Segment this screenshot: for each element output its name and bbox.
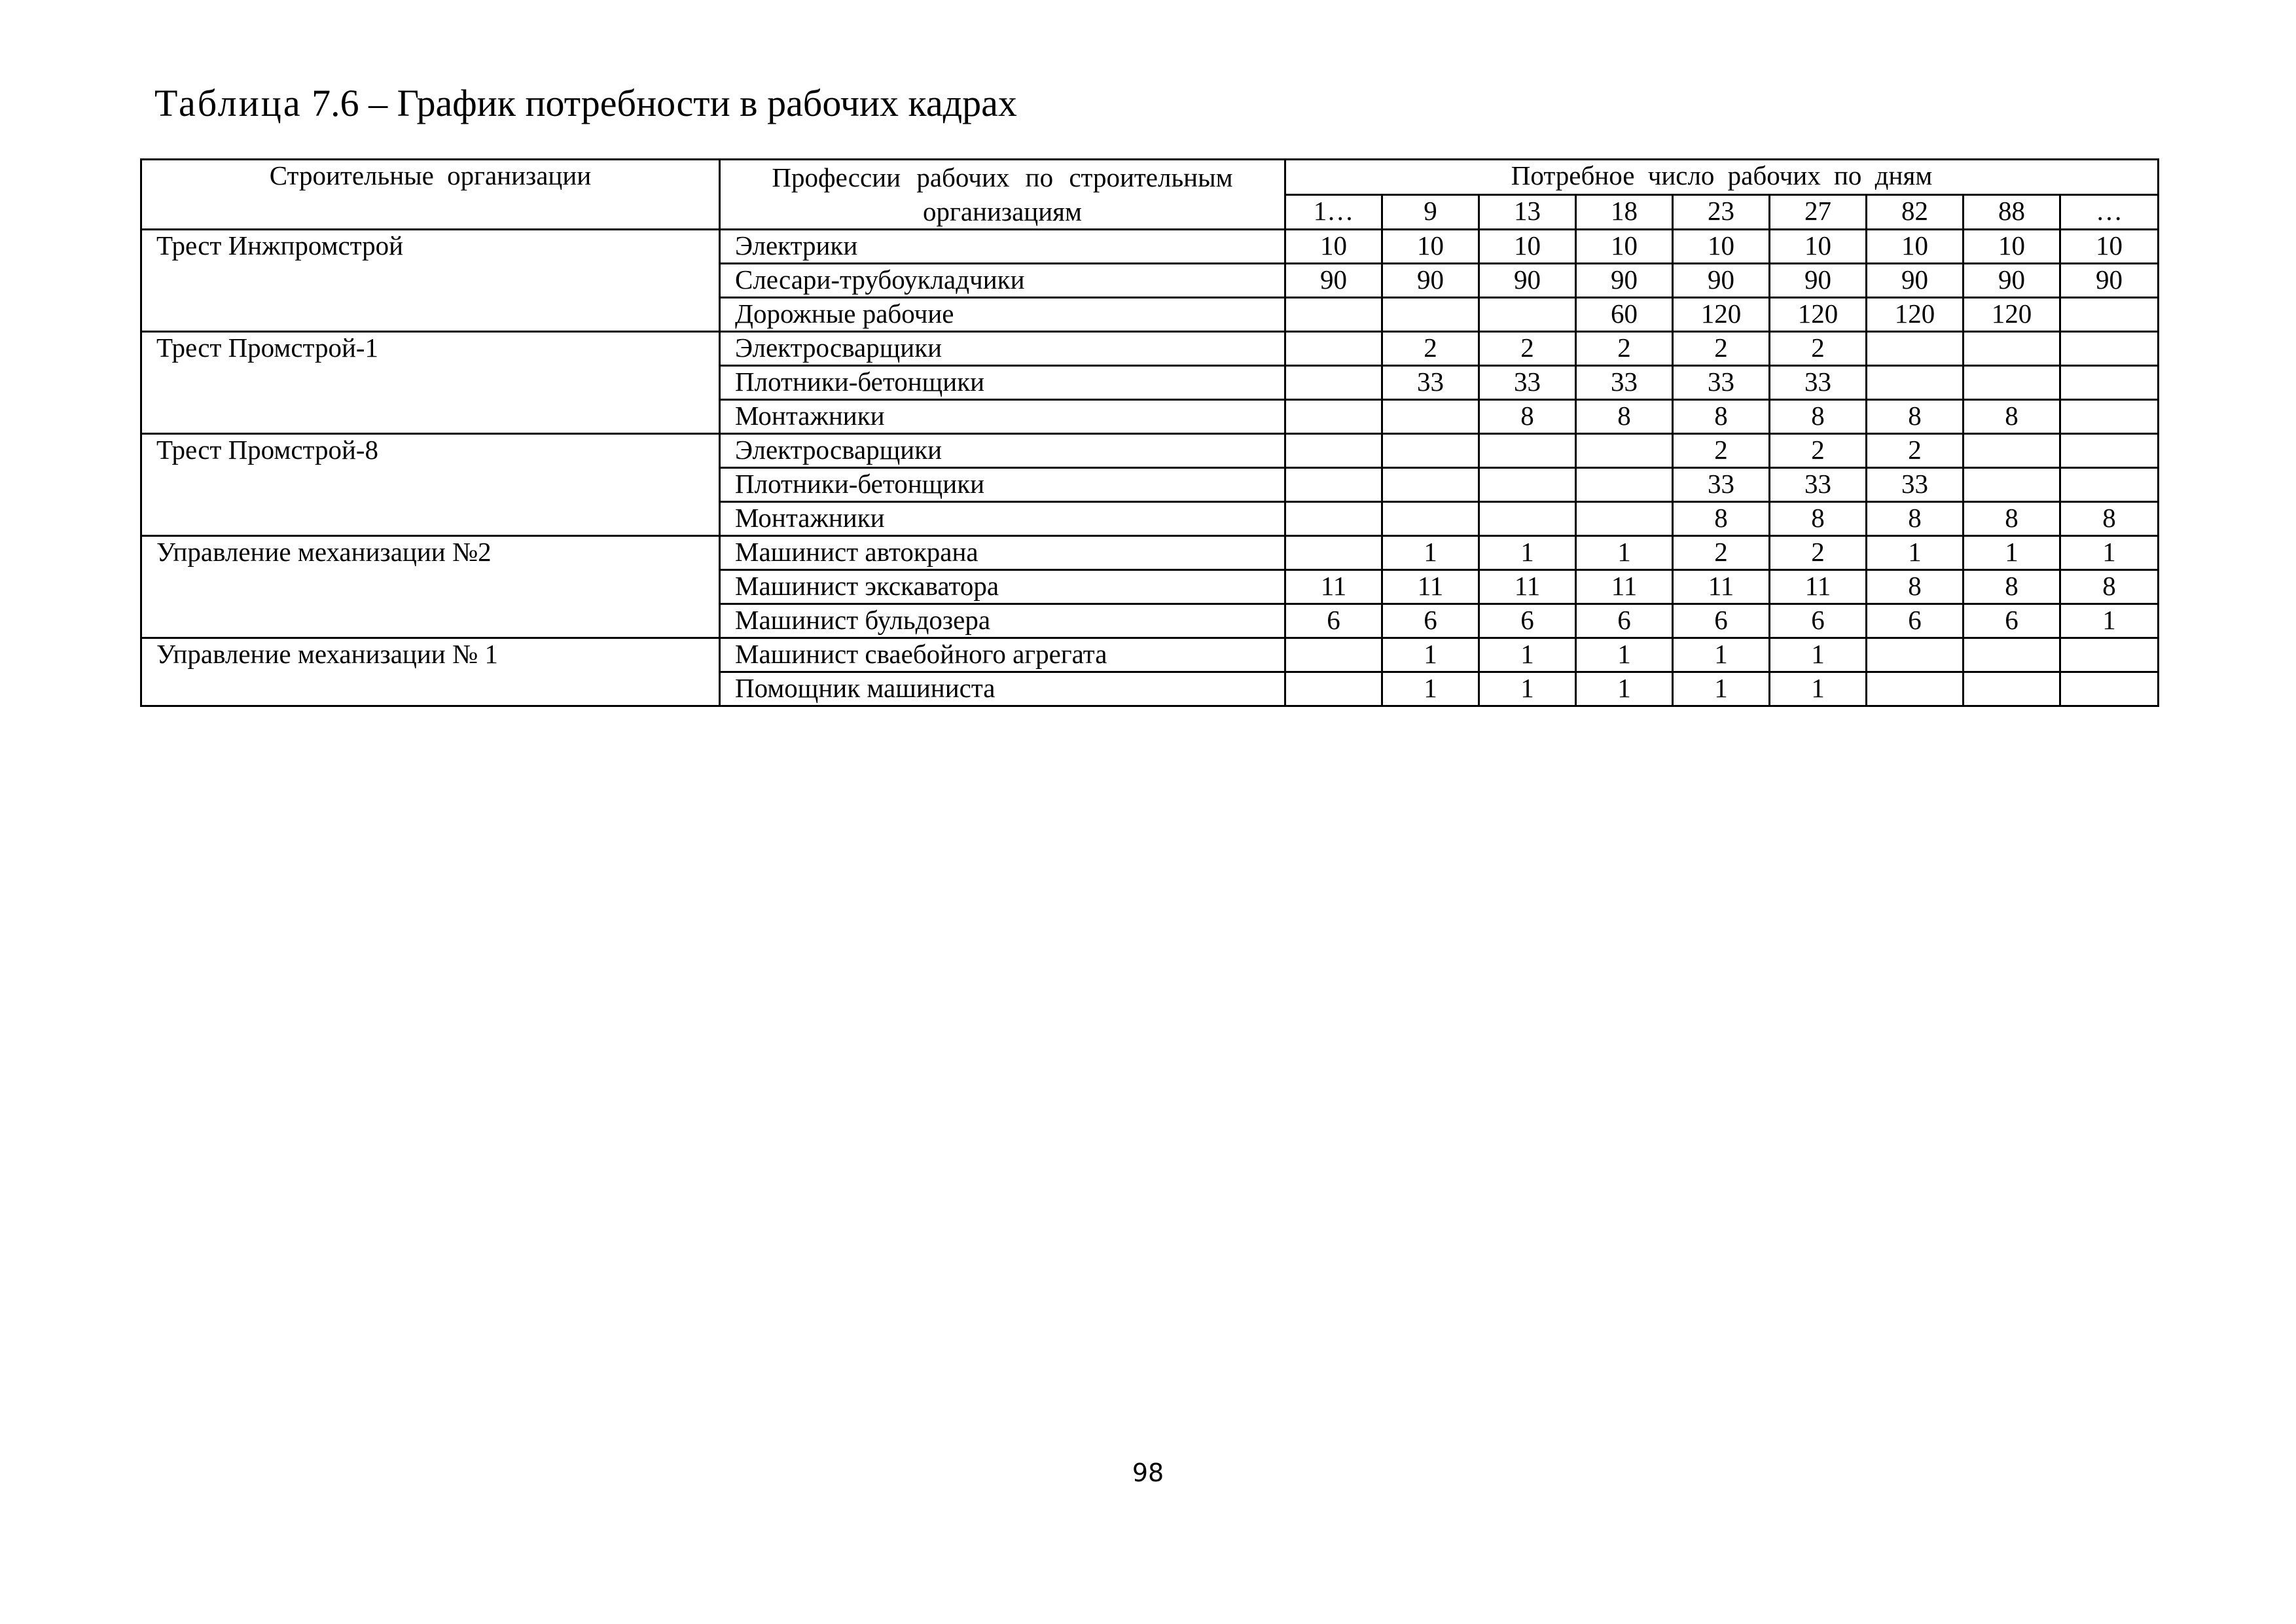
table-row: [141, 536, 2159, 570]
worker-count-cell: 6: [1285, 604, 1382, 638]
worker-count-cell: [1382, 400, 1479, 434]
worker-count-cell: [1382, 468, 1479, 502]
worker-count-cell: [2060, 298, 2159, 332]
worker-count-cell: 1: [1673, 672, 1770, 706]
worker-count-cell: [1479, 502, 1576, 536]
worker-count-cell: 8: [1673, 400, 1770, 434]
worker-count-cell: 10: [1673, 230, 1770, 264]
profession-cell: Монтажники: [720, 400, 1285, 434]
worker-count-cell: [1382, 434, 1479, 468]
worker-count-cell: [2060, 332, 2159, 366]
worker-count-cell: 1: [1382, 536, 1479, 570]
worker-count-cell: 90: [2060, 264, 2159, 298]
worker-count-cell: [1285, 638, 1382, 672]
worker-count-cell: 11: [1479, 570, 1576, 604]
profession-cell: Машинист экскаватора: [720, 570, 1285, 604]
worker-count-cell: 8: [1770, 502, 1867, 536]
worker-count-cell: [1964, 672, 2060, 706]
profession-cell: Дорожные рабочие: [720, 298, 1285, 332]
worker-count-cell: 8: [1867, 502, 1964, 536]
worker-count-cell: [2060, 468, 2159, 502]
worker-count-cell: 33: [1576, 366, 1673, 400]
header-days-group: Потребное число рабочих по дням: [1285, 160, 2159, 195]
worker-count-cell: 10: [1576, 230, 1673, 264]
header-organizations: Строительные организации: [141, 160, 720, 230]
worker-count-cell: 90: [1867, 264, 1964, 298]
worker-count-cell: [2060, 400, 2159, 434]
worker-count-cell: 2: [1770, 434, 1867, 468]
worker-count-cell: 6: [1673, 604, 1770, 638]
worker-count-cell: [1479, 468, 1576, 502]
profession-cell: Машинист сваебойного агрегата: [720, 638, 1285, 672]
worker-count-cell: 120: [1867, 298, 1964, 332]
worker-count-cell: [1576, 434, 1673, 468]
worker-count-cell: 33: [1673, 366, 1770, 400]
profession-cell: Машинист бульдозера: [720, 604, 1285, 638]
profession-cell: Слесари-трубоукладчики: [720, 264, 1285, 298]
profession-cell: Электросварщики: [720, 332, 1285, 366]
worker-count-cell: 90: [1576, 264, 1673, 298]
worker-count-cell: [2060, 366, 2159, 400]
caption-label: Таблица: [154, 82, 302, 124]
worker-count-cell: 90: [1479, 264, 1576, 298]
worker-count-cell: 10: [1382, 230, 1479, 264]
worker-count-cell: [1964, 366, 2060, 400]
table-caption: [154, 77, 1017, 130]
worker-count-cell: 1: [2060, 604, 2159, 638]
worker-count-cell: 33: [1479, 366, 1576, 400]
worker-count-cell: 1: [1576, 638, 1673, 672]
organization-cell: Трест Промстрой-1: [141, 332, 720, 434]
worker-count-cell: 1: [1382, 638, 1479, 672]
worker-count-cell: 8: [2060, 570, 2159, 604]
profession-cell: Машинист автокрана: [720, 536, 1285, 570]
worker-count-cell: [1576, 468, 1673, 502]
worker-count-cell: 1: [2060, 536, 2159, 570]
worker-count-cell: [1867, 672, 1964, 706]
profession-cell: Плотники-бетонщики: [720, 468, 1285, 502]
worker-count-cell: 8: [1867, 570, 1964, 604]
worker-count-cell: 33: [1673, 468, 1770, 502]
worker-count-cell: 33: [1382, 366, 1479, 400]
worker-count-cell: 6: [1770, 604, 1867, 638]
organization-cell: Управление механизации № 1: [141, 638, 720, 706]
worker-count-cell: 120: [1770, 298, 1867, 332]
header-day: 9: [1382, 194, 1479, 230]
organization-cell: Трест Промстрой-8: [141, 434, 720, 536]
worker-count-cell: 1: [1479, 638, 1576, 672]
profession-cell: Электрики: [720, 230, 1285, 264]
worker-count-cell: 10: [1964, 230, 2060, 264]
worker-count-cell: 120: [1964, 298, 2060, 332]
organization-cell: Трест Инжпромстрой: [141, 230, 720, 332]
profession-cell: Плотники-бетонщики: [720, 366, 1285, 400]
worker-count-cell: 2: [1867, 434, 1964, 468]
worker-count-cell: 1: [1964, 536, 2060, 570]
worker-count-cell: [1867, 332, 1964, 366]
worker-count-cell: [1964, 332, 2060, 366]
header-day: 23: [1673, 194, 1770, 230]
worker-count-cell: 8: [1964, 570, 2060, 604]
worker-count-cell: 1: [1576, 536, 1673, 570]
profession-cell: Монтажники: [720, 502, 1285, 536]
header-day: 27: [1770, 194, 1867, 230]
worker-count-cell: [1285, 536, 1382, 570]
header-professions: Профессии рабочих по строительным организациям: [720, 160, 1285, 230]
worker-count-cell: 10: [1479, 230, 1576, 264]
worker-count-cell: 10: [2060, 230, 2159, 264]
worker-count-cell: 2: [1673, 536, 1770, 570]
worker-count-cell: [1285, 434, 1382, 468]
worker-count-cell: 1: [1770, 638, 1867, 672]
worker-count-cell: 90: [1964, 264, 2060, 298]
worker-count-cell: 90: [1285, 264, 1382, 298]
worker-count-cell: [1285, 502, 1382, 536]
caption-title: 7.6 – График потребности в рабочих кадрах: [302, 82, 1017, 124]
worker-count-cell: [1867, 366, 1964, 400]
worker-count-cell: [2060, 434, 2159, 468]
table-row: [141, 230, 2159, 264]
worker-count-cell: [2060, 638, 2159, 672]
worker-count-cell: 2: [1770, 332, 1867, 366]
table-row: [141, 332, 2159, 366]
worker-count-cell: [1964, 638, 2060, 672]
worker-count-cell: [1382, 298, 1479, 332]
worker-count-cell: [1285, 468, 1382, 502]
header-day: 82: [1867, 194, 1964, 230]
worker-count-cell: 11: [1673, 570, 1770, 604]
worker-count-cell: 8: [1479, 400, 1576, 434]
worker-count-cell: [1285, 672, 1382, 706]
worker-count-cell: 6: [1382, 604, 1479, 638]
worker-count-cell: 10: [1770, 230, 1867, 264]
header-day: 88: [1964, 194, 2060, 230]
worker-count-cell: [1285, 298, 1382, 332]
worker-count-cell: 11: [1576, 570, 1673, 604]
worker-count-cell: [1285, 332, 1382, 366]
worker-count-cell: [2060, 672, 2159, 706]
table-row: [141, 434, 2159, 468]
table-row: [141, 638, 2159, 672]
worker-count-cell: 10: [1867, 230, 1964, 264]
worker-count-cell: 2: [1576, 332, 1673, 366]
profession-cell: Помощник машиниста: [720, 672, 1285, 706]
worker-count-cell: 1: [1576, 672, 1673, 706]
worker-count-cell: 8: [1673, 502, 1770, 536]
worker-count-cell: 6: [1867, 604, 1964, 638]
header-row-1: [141, 160, 2159, 195]
worker-count-cell: 1: [1479, 672, 1576, 706]
worker-count-cell: 90: [1770, 264, 1867, 298]
worker-count-cell: 1: [1770, 672, 1867, 706]
worker-count-cell: [1479, 298, 1576, 332]
worker-count-cell: 120: [1673, 298, 1770, 332]
header-day: 1…: [1285, 194, 1382, 230]
worker-count-cell: 90: [1673, 264, 1770, 298]
worker-count-cell: 33: [1770, 468, 1867, 502]
worker-count-cell: 1: [1479, 536, 1576, 570]
worker-count-cell: 11: [1285, 570, 1382, 604]
worker-count-cell: 33: [1867, 468, 1964, 502]
header-day: 18: [1576, 194, 1673, 230]
organization-cell: Управление механизации №2: [141, 536, 720, 638]
worker-count-cell: 33: [1770, 366, 1867, 400]
worker-count-cell: [1576, 502, 1673, 536]
worker-count-cell: [1964, 434, 2060, 468]
worker-count-cell: [1479, 434, 1576, 468]
profession-cell: Электросварщики: [720, 434, 1285, 468]
worker-count-cell: [1285, 400, 1382, 434]
worker-count-cell: 8: [1964, 502, 2060, 536]
worker-count-cell: 6: [1576, 604, 1673, 638]
page-number: 98: [1132, 1458, 1164, 1487]
worker-count-cell: 8: [2060, 502, 2159, 536]
worker-count-cell: [1382, 502, 1479, 536]
worker-count-cell: 11: [1770, 570, 1867, 604]
worker-count-cell: [1964, 468, 2060, 502]
worker-count-cell: 8: [1770, 400, 1867, 434]
worker-count-cell: 2: [1479, 332, 1576, 366]
worker-count-cell: [1285, 366, 1382, 400]
worker-count-cell: 8: [1867, 400, 1964, 434]
worker-count-cell: 2: [1673, 332, 1770, 366]
worker-count-cell: 90: [1382, 264, 1479, 298]
worker-count-cell: 1: [1867, 536, 1964, 570]
worker-count-cell: 1: [1382, 672, 1479, 706]
worker-count-cell: 1: [1673, 638, 1770, 672]
worker-count-cell: 2: [1770, 536, 1867, 570]
workforce-demand-table: [140, 158, 2159, 707]
worker-count-cell: 8: [1576, 400, 1673, 434]
worker-count-cell: 11: [1382, 570, 1479, 604]
header-day: 13: [1479, 194, 1576, 230]
worker-count-cell: 6: [1964, 604, 2060, 638]
worker-count-cell: 10: [1285, 230, 1382, 264]
worker-count-cell: [1867, 638, 1964, 672]
worker-count-cell: 60: [1576, 298, 1673, 332]
worker-count-cell: 8: [1964, 400, 2060, 434]
worker-count-cell: 6: [1479, 604, 1576, 638]
header-day: …: [2060, 194, 2159, 230]
worker-count-cell: 2: [1382, 332, 1479, 366]
worker-count-cell: 2: [1673, 434, 1770, 468]
